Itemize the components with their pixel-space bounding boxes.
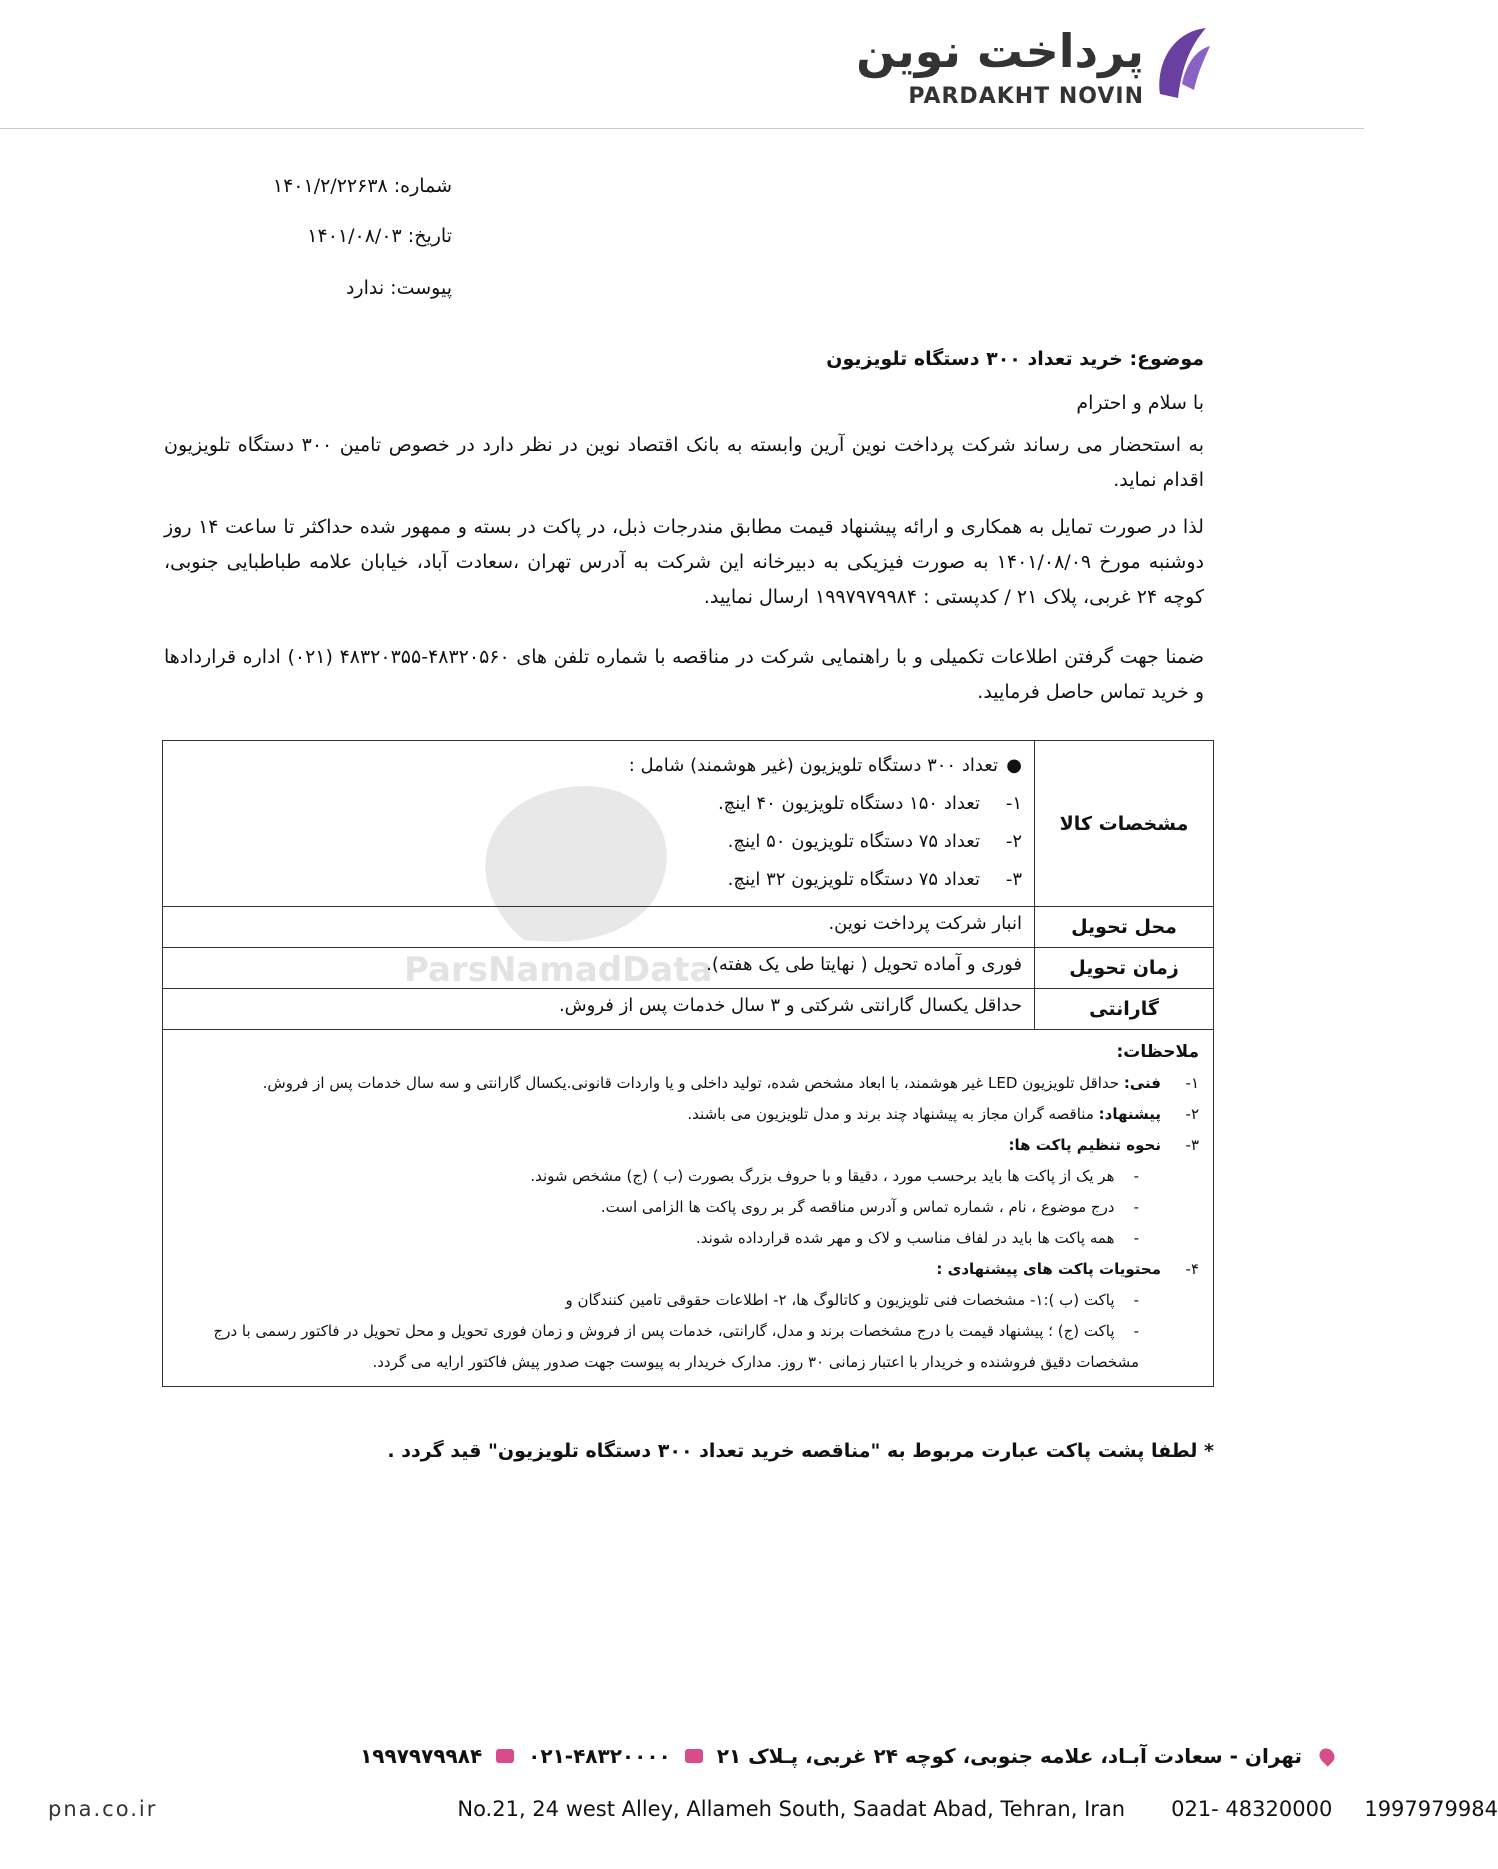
warranty-label: گارانتی <box>1034 989 1213 1029</box>
letter-greeting: با سلام و احترام <box>1076 392 1204 414</box>
note-item: ۴-محتویات پاکت های پیشنهادی : <box>936 1260 1199 1278</box>
note-item: ۱-فنی: حداقل تلویزیون LED غیر هوشمند، با ابعاد مشخص شده، تولید داخلی و یا واردات قانونی.یکسال گارانتی و سه سال خدمات پس از فروش. <box>262 1074 1199 1092</box>
list-item: ۲-تعداد ۷۵ دستگاه تلویزیون ۵۰ اینچ. <box>727 831 1022 852</box>
footer-phone-en: 021- 48320000 <box>1171 1797 1333 1821</box>
place-value: انبار شرکت پرداخت نوین. <box>828 913 1022 934</box>
letter-paragraph-2: لذا در صورت تمایل به همکاری و ارائه پیشنهاد قیمت مطابق مندرجات ذبل، در پاکت در بسته و ممهور شده حداکثر تا ساعت ۱۴ روز دوشنبه مورخ ۱۴۰۱/۰۸/۰۹ به صورت فیزیکی به دبیرخانه این شرکت به آدرس تهران ،سعادت آباد، خیابان علامه طباطبایی جنوبی، کوچه ۲۴ غربی، پلاک ۲۱ / کدپستی : ۱۹۹۷۹۷۹۹۸۴ ارسال نمایید. <box>164 516 1204 608</box>
footer-phone-fa: ۰۲۱-۴۸۳۲۰۰۰۰ <box>528 1744 671 1768</box>
table-row <box>163 948 1213 989</box>
company-logo <box>856 18 1214 128</box>
note-subitem: - پاکت (ج) ؛ پیشنهاد قیمت با درج مشخصات برند و مدل، گارانتی، خدمات پس از فروش و زمان فوری تحویل و محل تحویل در فاکتور رسمی با درج مشخصات دقیق فروشنده و خریدار با اعتبار زمانی ۳۰ روز. مدارک خریدار به پیوست جهت صدور پیش فاکتور ارایه می گردد. <box>213 1322 1139 1371</box>
footer-address-fa: تهران - سعادت آبـاد، علامه جنوبی، کوچه ۲۴ غربی، پـلاک ۲۱ <box>716 1744 1302 1768</box>
location-icon <box>1316 1745 1337 1766</box>
note-subitem: - هر یک از پاکت ها باید برحسب مورد ، دقیقا و با حروف بزرگ بصورت (ب ) (ج) مشخص شوند. <box>530 1167 1139 1185</box>
letter-paragraph-1: به استحضار می رساند شرکت پرداخت نوین آرین وابسته به بانک اقتصاد نوین در نظر دارد در خصوص تامین ۳۰۰ دستگاه تلویزیون اقدام نماید. <box>164 434 1204 491</box>
place-label: محل تحویل <box>1034 907 1213 947</box>
notes-title: ملاحظات: <box>1116 1042 1199 1062</box>
table-row <box>163 1030 1213 1386</box>
header-divider <box>0 128 1364 129</box>
list-item: ●تعداد ۳۰۰ دستگاه تلویزیون (غیر هوشمند) شامل : <box>171 747 1022 785</box>
note-subitem: - پاکت (ب ):۱- مشخصات فنی تلویزیون و کاتالوگ ها، ۲- اطلاعات حقوقی تامین کنندگان و <box>565 1291 1139 1309</box>
note-subitem: - درج موضوع ، نام ، شماره تماس و آدرس مناقصه گر بر روی پاکت ها الزامی است. <box>600 1198 1139 1216</box>
note-subitem: - همه پاکت ها باید در لفاف مناسب و لاک و مهر شده قرارداده شوند. <box>696 1229 1139 1247</box>
specs-label: مشخصات کالا <box>1034 741 1213 906</box>
footnote: * لطفا پشت پاکت عبارت مربوط به "مناقصه خرید تعداد ۳۰۰ دستگاه تلویزیون" قید گردد . <box>387 1440 1214 1462</box>
logo-text-en: PARDAKHT NOVIN <box>908 84 1144 109</box>
footer-postal-fa: ۱۹۹۷۹۷۹۹۸۴ <box>360 1744 483 1768</box>
footer-address-en: No.21, 24 west Alley, Allameh South, Saadat Abad, Tehran, Iran <box>457 1797 1126 1821</box>
time-value: فوری و آماده تحویل ( نهایتا طی یک هفته). <box>706 954 1022 975</box>
time-label: زمان تحویل <box>1034 948 1213 988</box>
note-item: ۲-پیشنهاد: مناقصه گران مجاز به پیشنهاد چند برند و مدل تلویزیون می باشند. <box>687 1105 1199 1123</box>
footer-fa <box>28 1744 1338 1768</box>
footer-website[interactable]: pna.co.ir <box>48 1797 158 1821</box>
note-item: ۳-نحوه تنظیم پاکت ها: <box>1008 1136 1199 1154</box>
letter-paragraph-3: ضمنا جهت گرفتن اطلاعات تکمیلی و با راهنمایی شرکت در مناقصه با شماره تلفن های ۴۸۳۲۰۵۶۰-۴۸۳۲۰۳۵۵ (۰۲۱) اداره قراردادها و خرید تماس حاصل فرمایید. <box>164 646 1205 703</box>
letter-attachment: پیوست: ندارد <box>345 277 452 299</box>
location-icon <box>1129 1803 1140 1814</box>
table-row <box>163 741 1213 907</box>
mail-icon <box>496 1749 514 1763</box>
list-item: ۱-تعداد ۱۵۰ دستگاه تلویزیون ۴۰ اینچ. <box>717 793 1022 814</box>
bullet-icon: ● <box>1006 755 1022 776</box>
footer-en <box>48 1797 1498 1821</box>
footer-postal-en: 1997979984 <box>1364 1797 1498 1821</box>
warranty-value: حداقل یکسال گارانتی شرکتی و ۳ سال خدمات پس از فروش. <box>558 995 1022 1016</box>
list-item: ۳-تعداد ۷۵ دستگاه تلویزیون ۳۲ اینچ. <box>727 869 1022 890</box>
phone-icon <box>685 1749 703 1763</box>
logo-mark-icon <box>1152 24 1214 102</box>
letter-number: شماره: ۱۴۰۱/۲/۲۲۶۳۸ <box>272 175 452 197</box>
table-row <box>163 989 1213 1030</box>
logo-text-fa: پرداخت نوین <box>856 24 1144 78</box>
letter-subject: موضوع: خرید تعداد ۳۰۰ دستگاه تلویزیون <box>826 348 1204 370</box>
notes-section <box>163 1030 1213 1386</box>
watermark-text: ParsNamadData <box>404 950 713 990</box>
specs-value <box>163 741 1034 906</box>
letter-date: تاریخ: ۱۴۰۱/۰۸/۰۳ <box>307 225 452 247</box>
spec-table <box>162 740 1214 1387</box>
table-row <box>163 907 1213 948</box>
